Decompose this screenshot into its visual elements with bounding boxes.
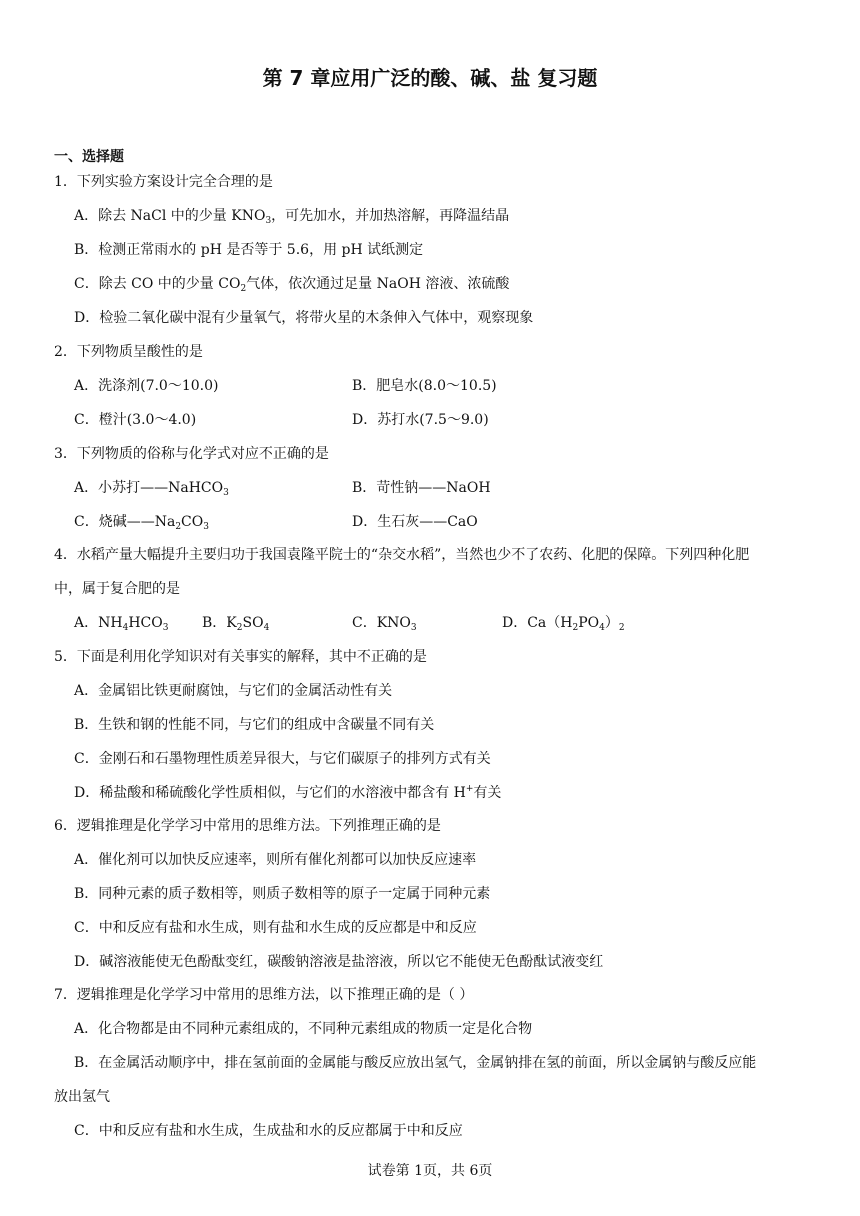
question-5-option-c: C．金刚石和石墨物理性质差异很大，与它们碳原子的排列方式有关 — [74, 751, 491, 767]
question-2-stem: 2．下列物质呈酸性的是 — [54, 344, 203, 360]
question-4-option-d: D．$Ca(H_2PO_4)_2$ — [502, 615, 625, 633]
question-1-option-d: D．检验二氧化碳中混有少量氧气，将带火星的木条伸入气体中，观察现象 — [74, 310, 534, 326]
question-4-option-b: B．$K_2SO_4$ — [202, 615, 270, 633]
question-5-option-b: B．生铁和钢的性能不同，与它们的组成中含碳量不同有关 — [74, 717, 435, 733]
question-7-option-a: A．化合物都是由不同种元素组成的，不同种元素组成的物质一定是化合物 — [74, 1021, 533, 1037]
question-6-option-c: C．中和反应有盐和水生成，则有盐和水生成的反应都是中和反应 — [74, 920, 477, 936]
question-1-option-a: A．除去 NaCl 中的少量 $KNO_3$，可先加水，并加热溶解，再降温结晶 — [74, 208, 510, 226]
question-3-option-a: A．小苏打——NaHCO$_3$ — [74, 480, 229, 498]
question-1-stem: 1．下列实验方案设计完全合理的是 — [54, 174, 273, 190]
question-2-option-c: C．橙汁(3.0～4.0) — [74, 412, 197, 428]
question-3-option-b: B．苛性钠——NaOH — [352, 480, 491, 496]
page-footer: 试卷第 1页，共 6页 — [367, 1163, 493, 1179]
question-4-option-c: C．$KNO_3$ — [352, 615, 417, 633]
question-6-option-a: A．催化剂可以加快反应速率，则所有催化剂都可以加快反应速率 — [74, 852, 477, 868]
question-3-stem: 3．下列物质的俗称与化学式对应不正确的是 — [54, 446, 329, 462]
question-6-option-b: B．同种元素的质子数相等，则质子数相等的原子一定属于同种元素 — [74, 886, 491, 902]
question-7-stem: 7．逻辑推理是化学学习中常用的思维方法，以下推理正确的是（ ） — [54, 987, 474, 1003]
question-2-option-a: A．洗涤剂(7.0～10.0) — [74, 378, 219, 394]
question-2-option-d: D．苏打水(7.5～9.0) — [352, 412, 489, 428]
question-4-stem-line-2: 中，属于复合肥的是 — [54, 581, 180, 597]
question-5-option-d: D．稀盐酸和稀硫酸化学性质相似，与它们的水溶液中都含有 H+有关 — [74, 784, 502, 801]
question-6-stem: 6．逻辑推理是化学学习中常用的思维方法。下列推理正确的是 — [54, 818, 441, 834]
question-2-option-b: B．肥皂水(8.0～10.5) — [352, 378, 497, 394]
question-4-option-a: A．$NH_4HCO_3$ — [74, 615, 169, 633]
question-3-option-d: D．生石灰——CaO — [352, 514, 478, 530]
question-5-option-a: A．金属铝比铁更耐腐蚀，与它们的金属活动性有关 — [74, 683, 393, 699]
question-4-stem-line-1: 4．水稻产量大幅提升主要归功于我国袁隆平院士的“杂交水稻”，当然也少不了农药、化肥的保障。下列四种化肥 — [54, 547, 750, 563]
page-title: 第 7 章应用广泛的酸、碱、盐 复习题 — [262, 66, 598, 90]
question-7-option-c: C．中和反应有盐和水生成，生成盐和水的反应都属于中和反应 — [74, 1123, 463, 1139]
question-1-option-b: B．检测正常雨水的 pH 是否等于 5.6，用 pH 试纸测定 — [74, 242, 424, 258]
question-1-option-c: C．除去 CO 中的少量 $CO_2$气体，依次通过足量 NaOH 溶液、浓硫酸 — [74, 276, 510, 294]
question-7-option-b-line-2: 放出氢气 — [54, 1089, 110, 1105]
section-heading: 一、选择题 — [54, 149, 124, 165]
question-5-stem: 5．下面是利用化学知识对有关事实的解释，其中不正确的是 — [54, 649, 427, 665]
question-3-option-c: C．烧碱$——Na_2CO_3$ — [74, 514, 209, 532]
question-7-option-b-line-1: B．在金属活动顺序中，排在氢前面的金属能与酸反应放出氢气，金属钠排在氢的前面，所以金属钠与酸反应能 — [74, 1055, 757, 1071]
question-6-option-d: D．碱溶液能使无色酚酞变红，碳酸钠溶液是盐溶液，所以它不能使无色酚酞试液变红 — [74, 954, 604, 970]
